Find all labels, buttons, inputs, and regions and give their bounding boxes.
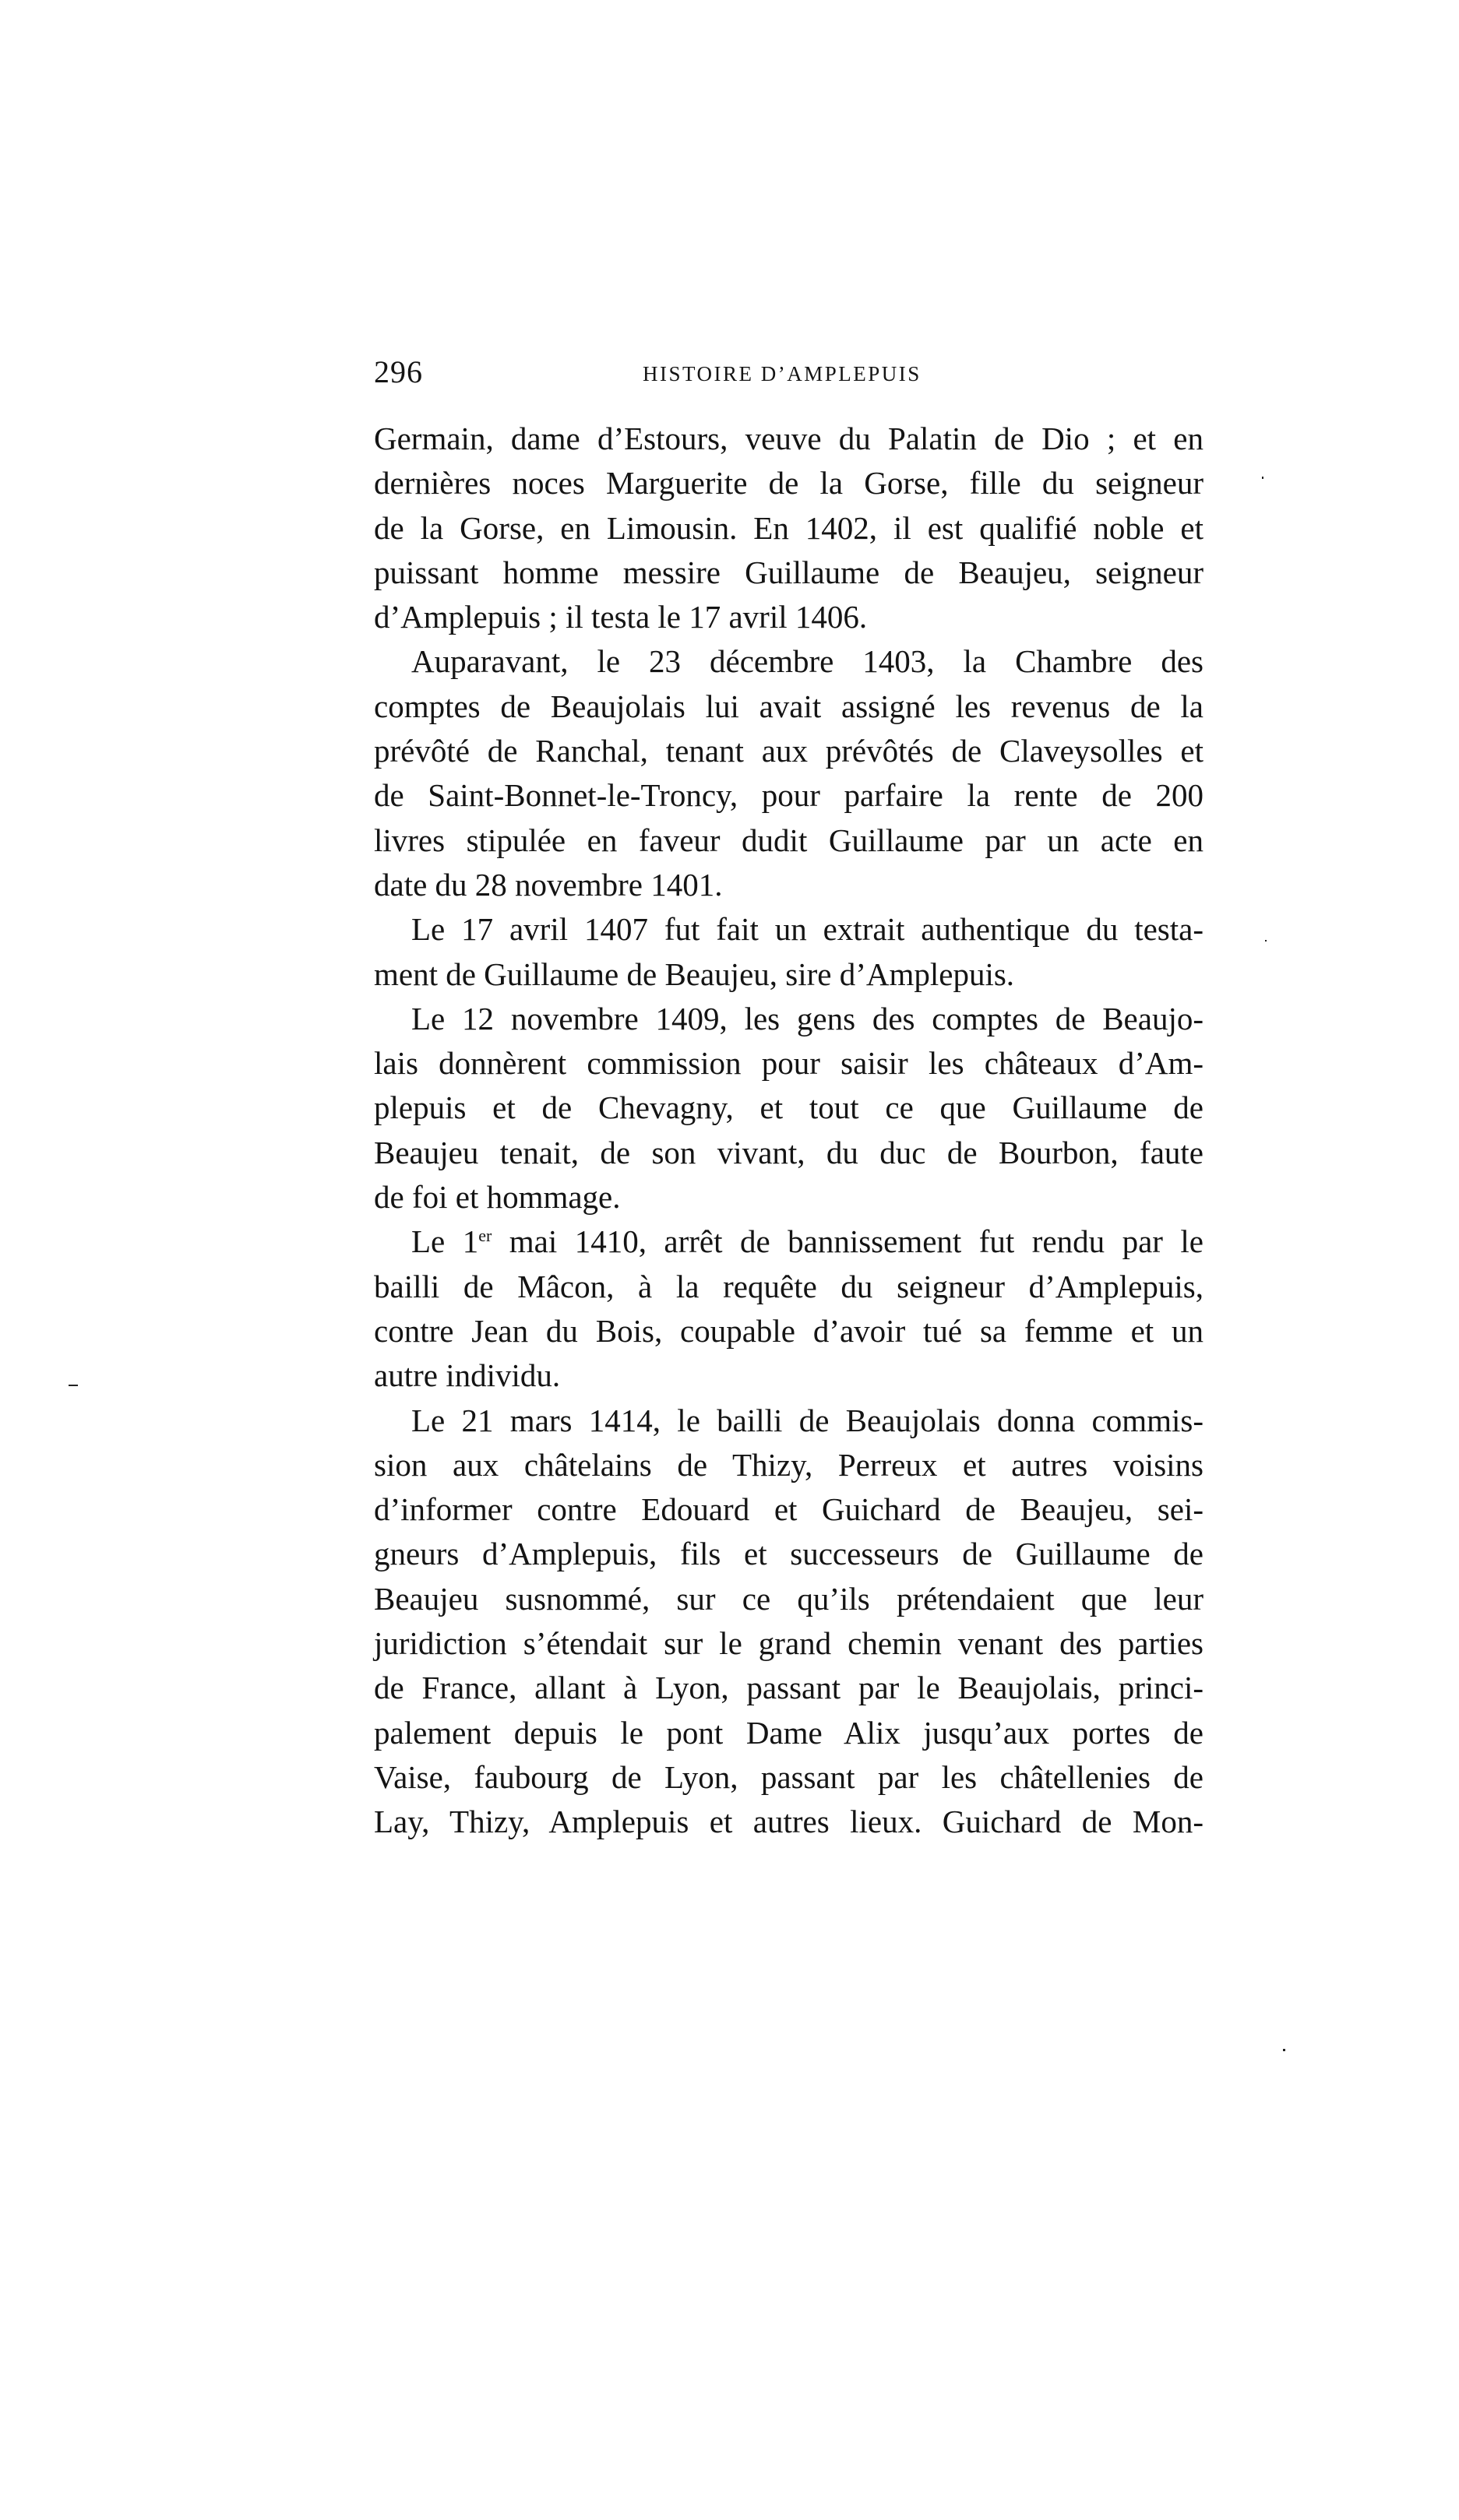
text-segment: mai 1410, arrêt de bannissement fut rendu par le bbox=[492, 1223, 1203, 1260]
text-line: Beaujeu tenait, de son vivant, du duc de Bourbon, faute bbox=[374, 1134, 1203, 1170]
text-line: de France, allant à Lyon, passant par le Beaujolais, princi- bbox=[374, 1670, 1203, 1706]
text-line: Germain, dame d’Estours, veuve du Palatin de Dio ; et en bbox=[374, 421, 1203, 456]
text-line: lais donnèrent commission pour saisir les châteaux d’Am- bbox=[374, 1045, 1203, 1082]
text-line: de la Gorse, en Limousin. En 1402, il est qualifié noble et bbox=[374, 509, 1203, 546]
running-head bbox=[374, 355, 1203, 389]
text-line: puissant homme messire Guillaume de Beaujeu, seigneur bbox=[374, 554, 1203, 590]
text-line: d’Amplepuis ; il testa le 17 avril 1406. bbox=[374, 599, 868, 635]
scan-speck bbox=[1265, 940, 1267, 941]
body-text bbox=[374, 417, 1203, 1845]
text-line: sion aux châtelains de Thizy, Perreux et autres voisins bbox=[374, 1446, 1203, 1483]
running-title: HISTOIRE D’AMPLEPUIS bbox=[643, 362, 922, 385]
scan-speck bbox=[1283, 2049, 1285, 2051]
text-line: Lay, Thizy, Amplepuis et autres lieux. Guichard de Mon- bbox=[374, 1804, 1203, 1840]
text-line: dernières noces Marguerite de la Gorse, fille du seigneur bbox=[374, 465, 1203, 502]
text-line: palement depuis le pont Dame Alix jusqu’aux portes de bbox=[374, 1714, 1203, 1751]
paragraph-first-line: Le 21 mars 1414, le bailli de Beaujolais donna commis- bbox=[411, 1402, 1203, 1438]
text-line: Vaise, faubourg de Lyon, passant par les châtellenies de bbox=[374, 1758, 1203, 1795]
text-line: de foi et hommage. bbox=[374, 1179, 621, 1216]
text-line: prévôté de Ranchal, tenant aux prévôtés de Claveysolles et bbox=[374, 733, 1203, 769]
text-segment: Le 1 bbox=[411, 1223, 479, 1260]
scan-speck bbox=[1262, 477, 1263, 479]
text-line: de Saint-Bonnet-le-Troncy, pour parfaire la rente de 200 bbox=[374, 777, 1203, 814]
paragraph-first-line: Auparavant, le 23 décembre 1403, la Chambre des bbox=[411, 643, 1203, 680]
text-line: plepuis et de Chevagny, et tout ce que Guillaume de bbox=[374, 1089, 1203, 1126]
scan-speck bbox=[69, 1385, 78, 1386]
text-line: comptes de Beaujolais lui avait assigné les revenus de la bbox=[374, 688, 1203, 724]
text-line: juridiction s’étendait sur le grand chemin venant des parties bbox=[374, 1625, 1203, 1662]
text-line: d’informer contre Edouard et Guichard de Beaujeu, sei- bbox=[374, 1491, 1203, 1528]
text-line: livres stipulée en faveur dudit Guillaume par un acte en bbox=[374, 822, 1203, 858]
text-line: bailli de Mâcon, à la requête du seigneur d’Amplepuis, bbox=[374, 1268, 1203, 1304]
paragraph-first-line: Le 17 avril 1407 fut fait un extrait authentique du testa- bbox=[411, 911, 1203, 948]
paragraph-first-line: Le 12 novembre 1409, les gens des comptes de Beaujo- bbox=[411, 1000, 1203, 1037]
ordinal-superscript: er bbox=[478, 1226, 492, 1246]
text-line: date du 28 novembre 1401. bbox=[374, 866, 723, 903]
text-line: autre individu. bbox=[374, 1357, 561, 1394]
text-line: ment de Guillaume de Beaujeu, sire d’Amplepuis. bbox=[374, 956, 1015, 992]
text-line: contre Jean du Bois, coupable d’avoir tué sa femme et un bbox=[374, 1312, 1203, 1349]
page-number: 296 bbox=[374, 354, 423, 389]
paragraph-first-line bbox=[374, 1220, 1203, 1264]
text-line: gneurs d’Amplepuis, fils et successeurs de Guillaume de bbox=[374, 1536, 1203, 1572]
text-line: Beaujeu susnommé, sur ce qu’ils prétendaient que leur bbox=[374, 1580, 1203, 1617]
